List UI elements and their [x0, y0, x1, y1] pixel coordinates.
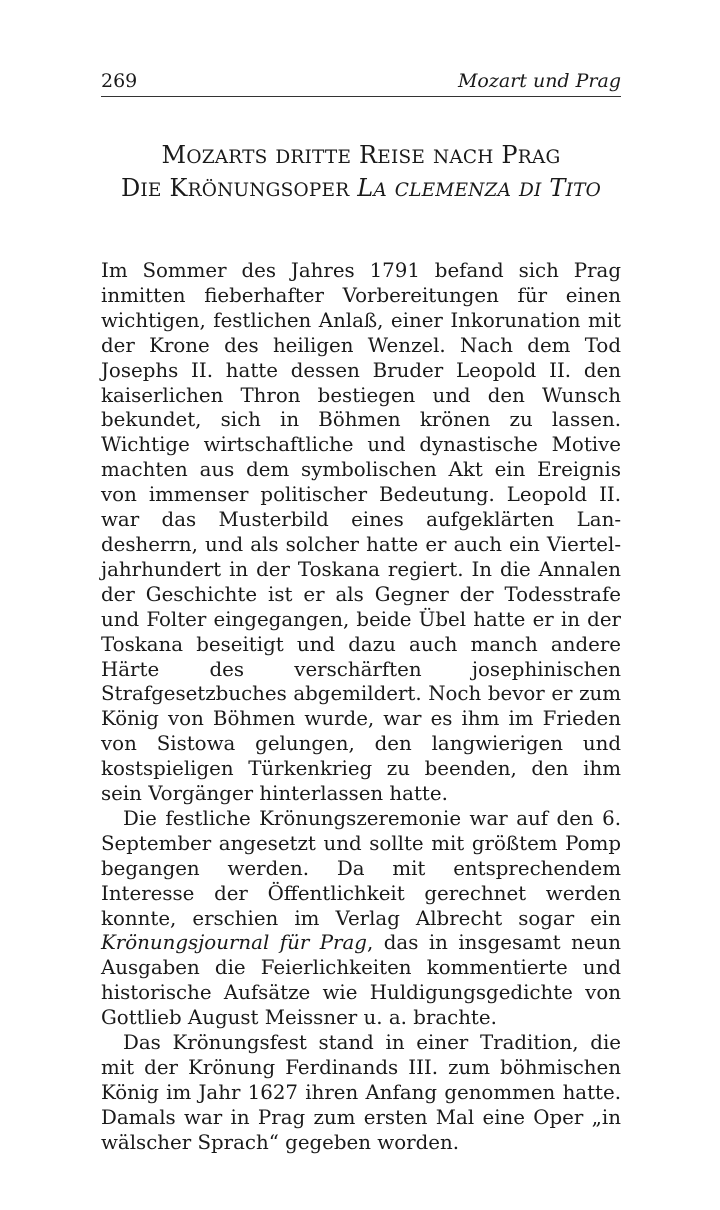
page-number: 269: [101, 70, 138, 92]
chapter-title-line-1: MOZARTS DRITTE REISE NACH PRAG: [161, 141, 561, 169]
paragraph-2: Die festliche Krönungszeremonie war auf den 6. September angesetzt und sollte mit größtem Pomp begangen werden. Da mit entsprechendem Interesse der Öffentlichkeit gerechnet werden konnte, erschien im Verlag Albrecht sogar ein Krönungsjournal für Prag, das in insgesamt neun Ausgaben die Feierlichkeiten kommentierte und historische Aufsätze wie Huldigungsgedichte von Gottlieb August Meissner u. a. brachte.: [101, 806, 621, 1030]
chapter-title: [101, 140, 621, 206]
chapter-title-line-2: DIE KRÖNUNGSOPER LA CLEMENZA DI TITO: [120, 174, 602, 202]
running-head: [101, 70, 621, 97]
paragraph-1: Im Sommer des Jahres 1791 befand sich Prag inmitten fieberhafter Vorbereitungen für einen wichtigen, festlichen Anlaß, einer Inkorunation mit der Krone des heiligen Wenzel. Nach dem Tod Josephs II. hatte dessen Bruder Leopold II. den kaiserlichen Thron bestiegen und den Wunsch bekundet, sich in Böhmen krönen zu lassen. Wichtige wirtschaftliche und dynastische Motive machten aus dem symbolischen Akt ein Ereignis von immenser politischer Bedeutung. Leopold II. war das Musterbild eines aufgeklärten Landesherrn, und als solcher hatte er auch ein Vierteljahrhundert in der Toskana regiert. In die Annalen der Geschichte ist er als Gegner der Todesstrafe und Folter eingegangen, beide Übel hatte er in der Toskana beseitigt und dazu auch manch andere Härte des verschärften josephinischen Strafgesetzbuches abgemildert. Noch bevor er zum König von Böhmen wurde, war es ihm im Frieden von Sistowa gelungen, den langwierigen und kostspieligen Türkenkrieg zu beenden, den ihm sein Vorgänger hinterlassen hatte.: [101, 259, 621, 806]
running-title: Mozart und Prag: [457, 70, 621, 92]
journal-title: Krönungsjournal für Prag: [101, 931, 367, 955]
paragraph-3: Das Krönungsfest stand in einer Tradition, die mit der Krönung Ferdinands III. zum böhmischen König im Jahr 1627 ihren Anfang genommen hatte. Damals war in Prag zum ersten Mal eine Oper „in wälscher Sprach“ gegeben worden.: [101, 1031, 621, 1154]
opera-title: LA CLEMENZA DI TITO: [357, 174, 602, 202]
body-text: [101, 259, 621, 1156]
